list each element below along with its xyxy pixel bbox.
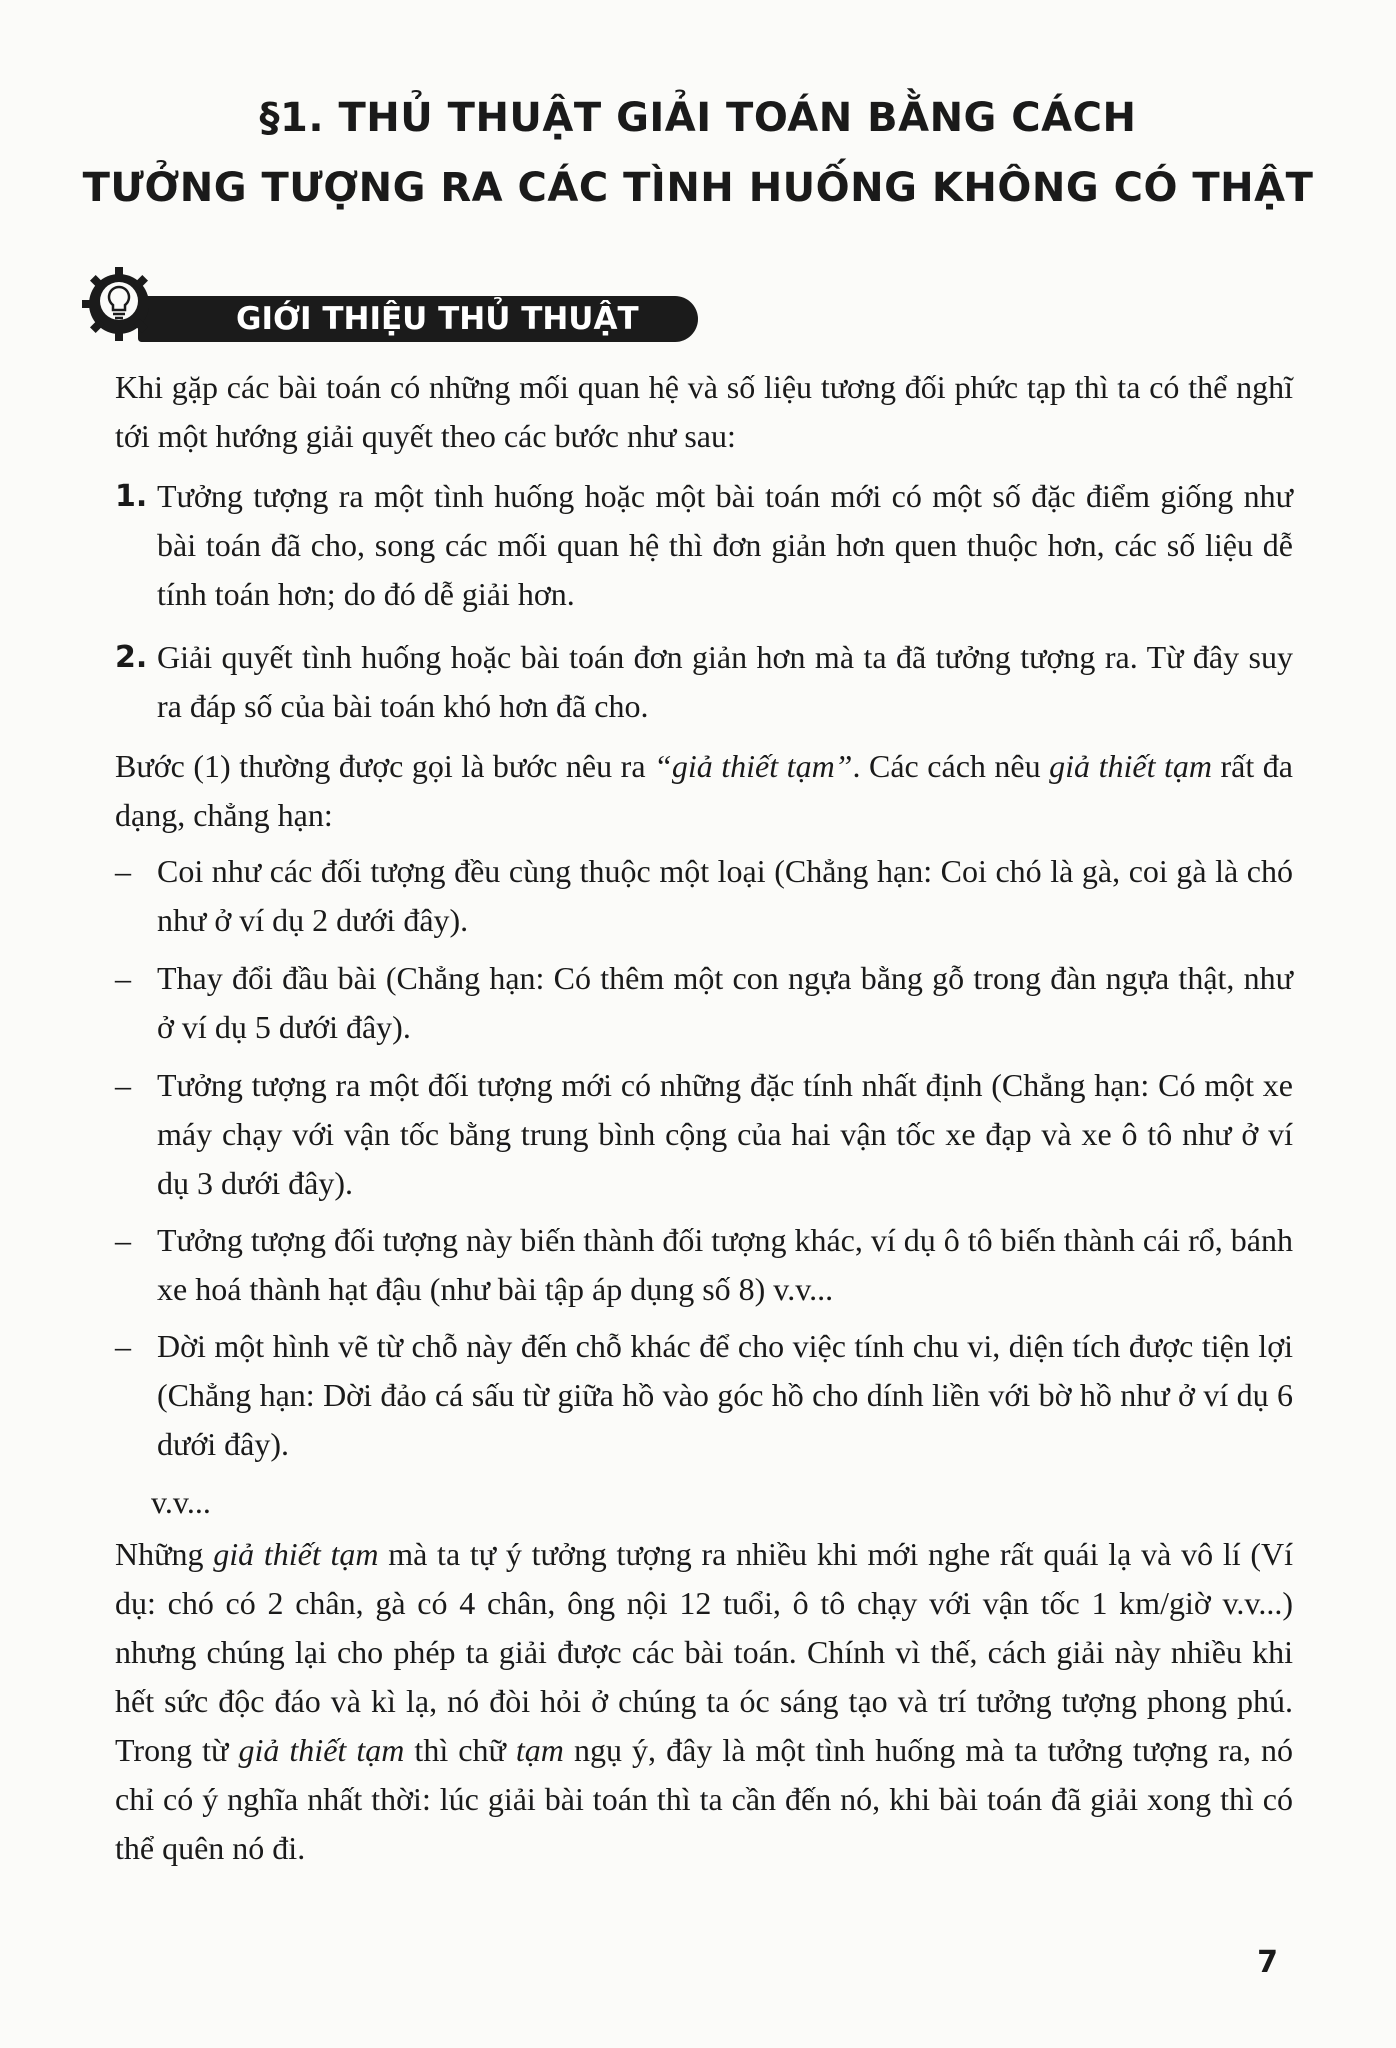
bullet-marker: – <box>115 960 131 996</box>
step-text: Giải quyết tình huống hoặc bài toán đơn giản hơn mà ta đã tưởng tượng ra. Từ đây suy ra đáp số của bài toán khó hơn đã cho. <box>157 639 1293 724</box>
italic-term: giả thiết tạm <box>213 1536 379 1572</box>
bullet-marker: – <box>115 1067 131 1103</box>
etc-text: v.v... <box>151 1484 211 1520</box>
step-item <box>115 633 1293 731</box>
intro-paragraph: Khi gặp các bài toán có những mối quan hệ và số liệu tương đối phức tạp thì ta có thể nghĩ tới một hướng giải quyết theo các bước như sau: <box>115 369 1293 454</box>
text-run: Những <box>115 1536 214 1572</box>
bullet-text: Dời một hình vẽ từ chỗ này đến chỗ khác để cho việc tính chu vi, diện tích được tiện lợi (Chẳng hạn: Dời đảo cá sấu từ giữa hồ vào góc hồ cho dính liền với bờ hồ như ở ví dụ 6 dưới đây). <box>157 1328 1293 1462</box>
step-text: Tưởng tượng ra một tình huống hoặc một bài toán mới có một số đặc điểm giống như bài toán đã cho, song các mối quan hệ thì đơn giản hơn quen thuộc hơn, các số liệu dễ tính toán hơn; do đó dễ giải hơn. <box>157 478 1293 612</box>
step-number: 2. <box>115 640 148 675</box>
bullet-item <box>115 847 1293 945</box>
section-heading: GIỚI THIỆU THỦ THUẬT <box>138 296 698 342</box>
step-note-paragraph <box>115 742 1293 840</box>
page-number: 7 <box>1257 1945 1278 1980</box>
bullet-text: Tưởng tượng ra một đối tượng mới có những đặc tính nhất định (Chẳng hạn: Có một xe máy chạy với vận tốc bằng trung bình cộng của hai vận tốc xe đạp và xe ô tô như ở ví dụ 3 dưới đây). <box>157 1067 1293 1201</box>
text-run: Bước (1) thường được gọi là bước nêu ra <box>115 748 655 784</box>
bullet-marker: – <box>115 1328 131 1364</box>
text-run: rất đa dạng, chẳng hạn: <box>115 748 1293 833</box>
bullet-item <box>115 1216 1293 1314</box>
bullet-item <box>115 1061 1293 1208</box>
bullet-text: Coi như các đối tượng đều cùng thuộc một loại (Chẳng hạn: Coi chó là gà, coi gà là chó như ở ví dụ 2 dưới đây). <box>157 853 1293 938</box>
bullet-marker: – <box>115 1222 131 1258</box>
step-number: 1. <box>115 479 148 514</box>
bullet-marker: – <box>115 853 131 889</box>
italic-term: giả thiết tạm <box>238 1732 405 1768</box>
italic-term: giả thiết tạm <box>1049 748 1212 784</box>
section-header <box>78 263 638 345</box>
chapter-title-line2: TƯỞNG TƯỢNG RA CÁC TÌNH HUỐNG KHÔNG CÓ THẬT <box>82 165 1314 211</box>
chapter-title-line1: §1. THỦ THUẬT GIẢI TOÁN BẰNG CÁCH <box>259 95 1137 141</box>
step-item <box>115 472 1293 619</box>
text-run: thì chữ <box>404 1732 516 1768</box>
italic-term: tạm <box>515 1732 564 1768</box>
text-run: mà ta tự ý tưởng tượng ra nhiều khi mới nghe rất quái lạ và vô lí (Ví dụ: chó có 2 chân, gà có 4 chân, ông nội 12 tuổi, ô tô chạy với vận tốc 1 km/giờ v.v...) nhưng chúng lại cho phép ta giải được các bài toán. Chính vì thế, cách giải này nhiều khi hết sức độc đáo và kì lạ, nó đòi hỏi ở chúng ta óc sáng tạo và trí tưởng tượng phong phú. Trong từ <box>115 1536 1294 1768</box>
italic-term: “giả thiết tạm” <box>654 748 853 784</box>
bullet-item <box>115 1322 1293 1469</box>
closing-paragraph <box>115 1530 1293 1873</box>
bullet-text: Tưởng tượng đối tượng này biến thành đối tượng khác, ví dụ ô tô biến thành cái rổ, bánh xe hoá thành hạt đậu (như bài tập áp dụng số 8) v.v... <box>157 1222 1293 1307</box>
text-run: ngụ ý, đây là một tình huống mà ta tưởng tượng ra, nó chỉ có ý nghĩa nhất thời: lúc giải bài toán thì ta cần đến nó, khi bài toán đã giải xong thì có thể quên nó đi. <box>115 1732 1294 1866</box>
bullet-item <box>115 954 1293 1052</box>
text-run: . Các cách nêu <box>852 748 1050 784</box>
bullet-text: Thay đổi đầu bài (Chẳng hạn: Có thêm một con ngựa bằng gỗ trong đàn ngựa thật, như ở ví dụ 5 dưới đây). <box>157 960 1293 1045</box>
lightbulb-gear-icon <box>78 263 160 345</box>
